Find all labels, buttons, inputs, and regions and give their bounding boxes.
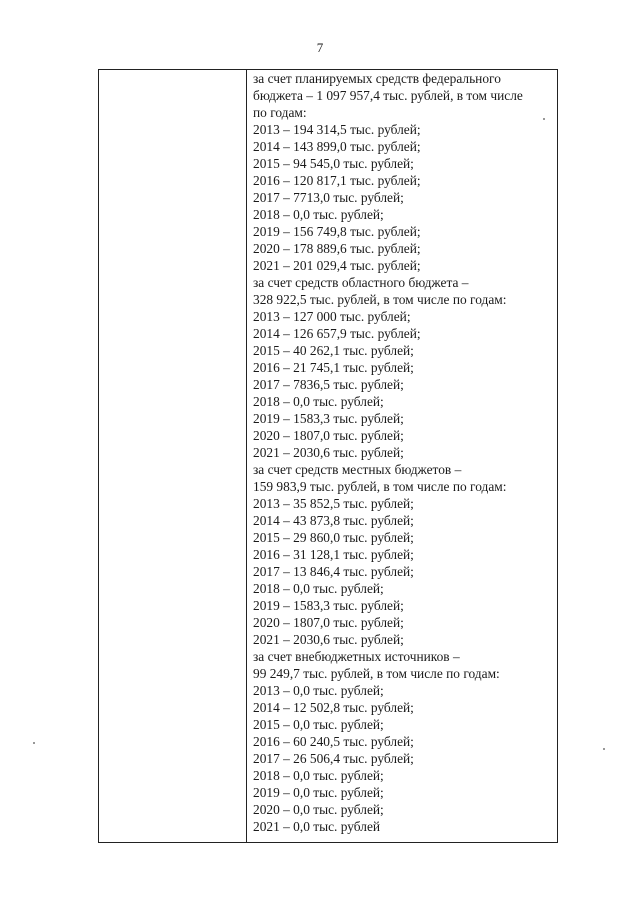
text-line: 2015 – 94 545,0 тыс. рублей;: [253, 156, 414, 171]
scan-speck: [33, 742, 35, 744]
text-line: 2016 – 31 128,1 тыс. рублей;: [253, 547, 414, 562]
page-number: 7: [316, 40, 324, 55]
text-line: 2021 – 201 029,4 тыс. рублей;: [253, 258, 421, 273]
scan-speck: [603, 748, 605, 750]
text-line: 2017 – 7836,5 тыс. рублей;: [253, 377, 404, 392]
text-line: 2013 – 127 000 тыс. рублей;: [253, 309, 411, 324]
text-line: 2020 – 178 889,6 тыс. рублей;: [253, 241, 421, 256]
text-line: 2015 – 0,0 тыс. рублей;: [253, 717, 384, 732]
text-line: 2013 – 35 852,5 тыс. рублей;: [253, 496, 414, 511]
funding-table: [98, 69, 558, 843]
text-line: 2014 – 143 899,0 тыс. рублей;: [253, 139, 421, 154]
text-line: 2015 – 40 262,1 тыс. рублей;: [253, 343, 414, 358]
text-line: 2015 – 29 860,0 тыс. рублей;: [253, 530, 414, 545]
text-line: 2016 – 120 817,1 тыс. рублей;: [253, 173, 421, 188]
text-line: 2018 – 0,0 тыс. рублей;: [253, 768, 384, 783]
table-left-cell: [99, 70, 247, 842]
text-line: 2021 – 0,0 тыс. рублей: [253, 819, 381, 834]
text-line: 2018 – 0,0 тыс. рублей;: [253, 394, 384, 409]
text-line: 2013 – 194 314,5 тыс. рублей;: [253, 122, 421, 137]
text-line: 2021 – 2030,6 тыс. рублей;: [253, 445, 404, 460]
text-line: 2014 – 126 657,9 тыс. рублей;: [253, 326, 421, 341]
text-line: 2019 – 1583,3 тыс. рублей;: [253, 411, 404, 426]
text-line: за счет внебюджетных источников –: [253, 649, 460, 664]
text-line: 2020 – 1807,0 тыс. рублей;: [253, 428, 404, 443]
scan-speck: [543, 118, 545, 120]
text-line: 2019 – 156 749,8 тыс. рублей;: [253, 224, 421, 239]
text-line: 2018 – 0,0 тыс. рублей;: [253, 581, 384, 596]
text-line: 159 983,9 тыс. рублей, в том числе по годам:: [253, 479, 507, 494]
table-right-cell: [247, 70, 557, 842]
text-line: бюджета – 1 097 957,4 тыс. рублей, в том числе: [253, 88, 523, 103]
text-line: по годам:: [253, 105, 307, 120]
text-line: 2019 – 0,0 тыс. рублей;: [253, 785, 384, 800]
text-line: 2020 – 0,0 тыс. рублей;: [253, 802, 384, 817]
text-line: 99 249,7 тыс. рублей, в том числе по годам:: [253, 666, 500, 681]
text-line: 2016 – 21 745,1 тыс. рублей;: [253, 360, 414, 375]
text-line: 2021 – 2030,6 тыс. рублей;: [253, 632, 404, 647]
text-line: 328 922,5 тыс. рублей, в том числе по годам:: [253, 292, 507, 307]
text-line: за счет средств местных бюджетов –: [253, 462, 462, 477]
text-line: 2014 – 12 502,8 тыс. рублей;: [253, 700, 414, 715]
text-line: 2019 – 1583,3 тыс. рублей;: [253, 598, 404, 613]
text-line: 2018 – 0,0 тыс. рублей;: [253, 207, 384, 222]
text-line: 2014 – 43 873,8 тыс. рублей;: [253, 513, 414, 528]
text-line: за счет средств областного бюджета –: [253, 275, 469, 290]
text-line: за счет планируемых средств федерального: [253, 71, 501, 86]
text-line: 2016 – 60 240,5 тыс. рублей;: [253, 734, 414, 749]
text-line: 2017 – 13 846,4 тыс. рублей;: [253, 564, 414, 579]
text-line: 2017 – 26 506,4 тыс. рублей;: [253, 751, 414, 766]
text-line: 2017 – 7713,0 тыс. рублей;: [253, 190, 404, 205]
text-line: 2013 – 0,0 тыс. рублей;: [253, 683, 384, 698]
text-line: 2020 – 1807,0 тыс. рублей;: [253, 615, 404, 630]
